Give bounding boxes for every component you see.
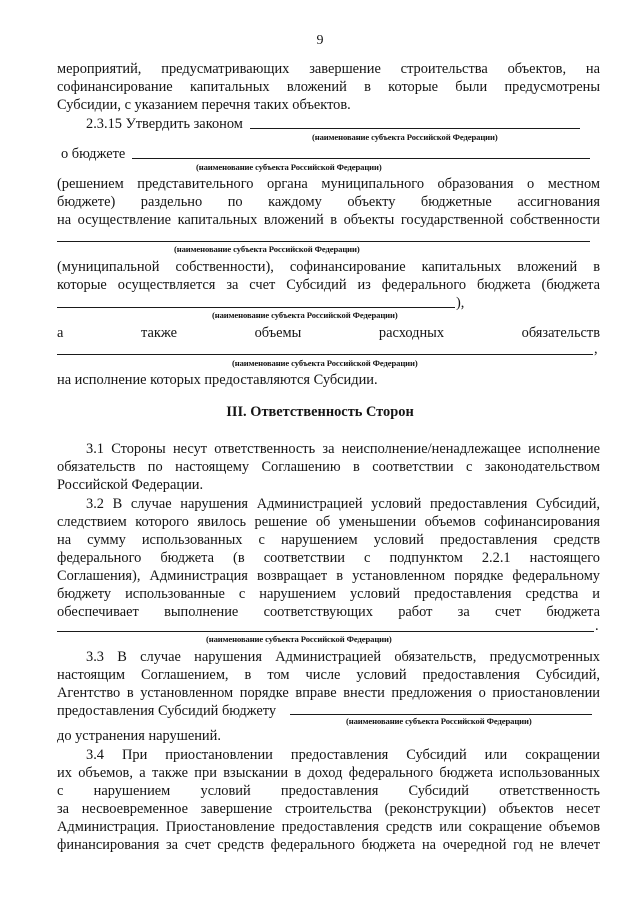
fill-in-blank <box>57 631 594 632</box>
fill-in-blank <box>250 128 580 129</box>
text-line: , <box>594 341 598 357</box>
section-title: III. Ответственность Сторон <box>226 404 414 420</box>
word: также <box>140 325 177 341</box>
field-caption: (наименование субъекта Российской Федерации) <box>212 310 398 320</box>
word: объемы <box>254 325 302 341</box>
field-caption: (наименование субъекта Российской Федерации) <box>346 716 532 726</box>
text-line: на исполнение которых предоставляются Субсидии. <box>57 372 378 388</box>
text-line: софинансирование капитальных вложений в которые были предусмотрены <box>57 79 600 95</box>
fill-in-blank <box>57 307 455 308</box>
text-line: ), <box>456 295 465 311</box>
page-number: 9 <box>316 33 324 48</box>
text-line: 3.3 В случае нарушения Администрацией обязательств, предусмотренных <box>86 649 600 665</box>
text-line: с нарушением условий предоставления Субсидий ответственность <box>57 783 600 799</box>
text-line: (решением представительного органа муниципального образования о местном <box>57 176 600 192</box>
text-line: о бюджете <box>61 146 126 162</box>
text-line: Российской Федерации. <box>57 477 204 493</box>
text-line: Администрация. Приостановление предоставления средств или сокращение объемов <box>57 819 600 835</box>
fill-in-blank <box>57 241 590 242</box>
text-line: настоящим Соглашением, в том числе условий предоставления Субсидий, <box>57 667 600 683</box>
fill-in-blank <box>57 354 593 355</box>
field-caption: (наименование субъекта Российской Федерации) <box>196 162 382 172</box>
text-line: Агентство в установленном порядке вправе внести предложения о приостановлении <box>57 685 600 701</box>
text-line: (муниципальной собственности), софинансирование капитальных вложений в <box>57 259 600 275</box>
text-line: обеспечивает выполнение соответствующих работ за счет бюджета <box>57 604 600 620</box>
text-line: до устранения нарушений. <box>57 728 221 744</box>
fill-in-blank <box>290 714 592 715</box>
field-caption: (наименование субъекта Российской Федерации) <box>206 634 392 644</box>
text-line: на осуществление капитальных вложений в объекты государственной собственности <box>57 212 600 228</box>
text-line: федерального бюджета (в соответствии с подпунктом 2.2.1 настоящего <box>57 550 600 566</box>
text-line: Субсидии, с указанием перечня таких объектов. <box>57 97 351 113</box>
field-caption: (наименование субъекта Российской Федерации) <box>232 358 418 368</box>
field-caption: (наименование субъекта Российской Федерации) <box>174 244 360 254</box>
text-line: 3.1 Стороны несут ответственность за неисполнение/ненадлежащее исполнение <box>86 441 600 457</box>
fill-in-blank <box>132 158 590 159</box>
word: обязательств <box>521 325 600 341</box>
text-line: бюджету использованные с нарушением условий предоставления средства и <box>57 586 600 602</box>
text-line <box>57 324 600 342</box>
field-caption: (наименование субъекта Российской Федерации) <box>312 132 498 142</box>
text-line: следствием которого явилось решение об уменьшении объемов софинансирования <box>57 514 600 530</box>
text-line: обязательств по настоящему Соглашению в соответствии с законодательством <box>57 459 600 475</box>
text-line: которые осуществляется за счет Субсидий из федерального бюджета (бюджета <box>57 277 600 293</box>
text-line: их объемов, а также при взыскании в доход федерального бюджета использованных <box>57 765 600 781</box>
text-line: предоставления Субсидий бюджету <box>57 703 277 719</box>
text-line: финансирования за счет средств федерального бюджета на очередной год не влечет <box>57 837 600 853</box>
text-line: Соглашения), Администрация возвращает в установленном порядке федеральному <box>57 568 600 584</box>
text-line: . <box>595 618 599 634</box>
text-line: мероприятий, предусматривающих завершение строительства объектов, на <box>57 61 600 77</box>
text-line: на сумму использованных с нарушением условий предоставления средств <box>57 532 600 548</box>
word: а <box>57 325 64 341</box>
text-line: 3.2 В случае нарушения Администрацией условий предоставления Субсидий, <box>86 496 600 512</box>
text-line: 3.4 При приостановлении предоставления Субсидий или сокращении <box>86 747 600 763</box>
text-line: за несвоевременное завершение строительства (реконструкции) объектов несет <box>57 801 600 817</box>
text-line: бюджете) раздельно по каждому объекту бюджетные ассигнования <box>57 194 600 210</box>
word: расходных <box>378 325 445 341</box>
text-line: 2.3.15 Утвердить законом <box>86 116 243 132</box>
